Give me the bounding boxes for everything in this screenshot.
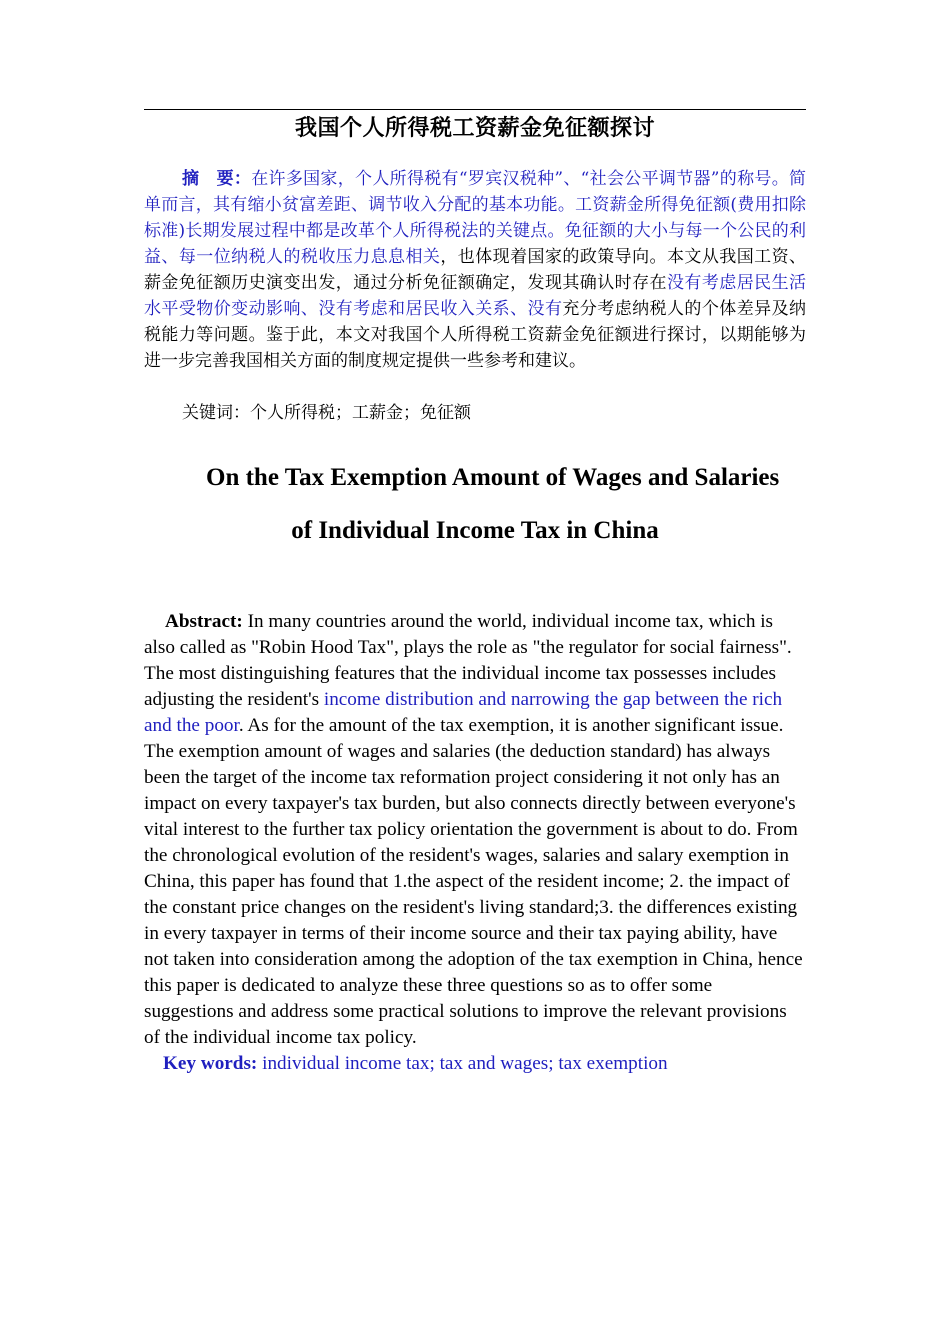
chinese-keywords-text: 个人所得税；工薪金；免征额 (250, 403, 471, 423)
chinese-abstract-highlight-2: 没有考虑居民生活水平受物价变动影响、没有考虑和居民收入关系、没有 (144, 273, 807, 319)
english-abstract-label: Abstract: (165, 611, 243, 632)
chinese-abstract-highlight-1: 在许多国家，个人所得税有“罗宾汉税种”、“社会公平调节器”的称号。简单而言，其有缩小贫富差距、调节收入分配的基本功能。工资薪金所得免征额(费用扣除标准)长期发展过程中都是改革个人所得税法的关键点。免征额的大小与每一个公民的利益、每一位纳税人的税收压力息息相关 (144, 169, 807, 267)
chinese-keywords (182, 400, 806, 426)
chinese-title: 我国个人所得税工资薪金免征额探讨 (294, 116, 655, 141)
english-abstract-highlight: income distribution and narrowing the gap between the rich and the poor (144, 689, 783, 736)
english-abstract-text-2: . As for the amount of the tax exemption, it is another significant issue. The exemption amount of wages and salaries (the deduction standard) has always been the target of the income tax reformation project considering it not only has an impact on every taxpayer's tax burden, but also connects directly between everyone's vital interest to the further tax policy orientation the government is about to do. From the chronological evolution of the resident's wages, salaries and salary exemption in China, this paper has found that 1.the aspect of the resident income; 2. the impact of the constant price changes on the resident's living standard;3. the differences existing in every taxpayer in terms of their income source and their tax paying ability, have not taken into consideration among the adoption of the tax exemption in China, hence this paper is dedicated to analyze these three questions so as to offer some suggestions and address some practical solutions to improve the relevant provisions of the individual income tax policy. (144, 715, 803, 1048)
english-title-line-2: of Individual Income Tax in China (291, 517, 659, 544)
header-rule (144, 109, 806, 110)
chinese-abstract (144, 166, 806, 374)
english-abstract-text-1: In many countries around the world, individual income tax, which is also called as "Robin Hood Tax", plays the role as "the regulator for social fairness". The most distinguishing features that the individual income tax possesses includes adjusting the resident's (144, 611, 792, 710)
english-keywords-label: Key words: (163, 1053, 258, 1074)
chinese-keywords-label: 关键词： (182, 403, 250, 423)
english-keywords (163, 1051, 806, 1077)
chinese-abstract-label: 摘 要： (182, 169, 252, 189)
chinese-abstract-text-1: ，也体现着国家的政策导向。本文从我国工资、薪金免征额历史演变出发，通过分析免征额确定，发现其确认时存在 (144, 247, 807, 293)
english-keywords-text: individual income tax; tax and wages; tax exemption (257, 1053, 668, 1074)
english-abstract (144, 609, 806, 1051)
chinese-abstract-text-2: 充分考虑纳税人的个体差异及纳税能力等问题。鉴于此，本文对我国个人所得税工资薪金免征额进行探讨，以期能够为进一步完善我国相关方面的制度规定提供一些参考和建议。 (144, 299, 807, 371)
english-title-line-1: On the Tax Exemption Amount of Wages and Salaries (206, 464, 780, 491)
